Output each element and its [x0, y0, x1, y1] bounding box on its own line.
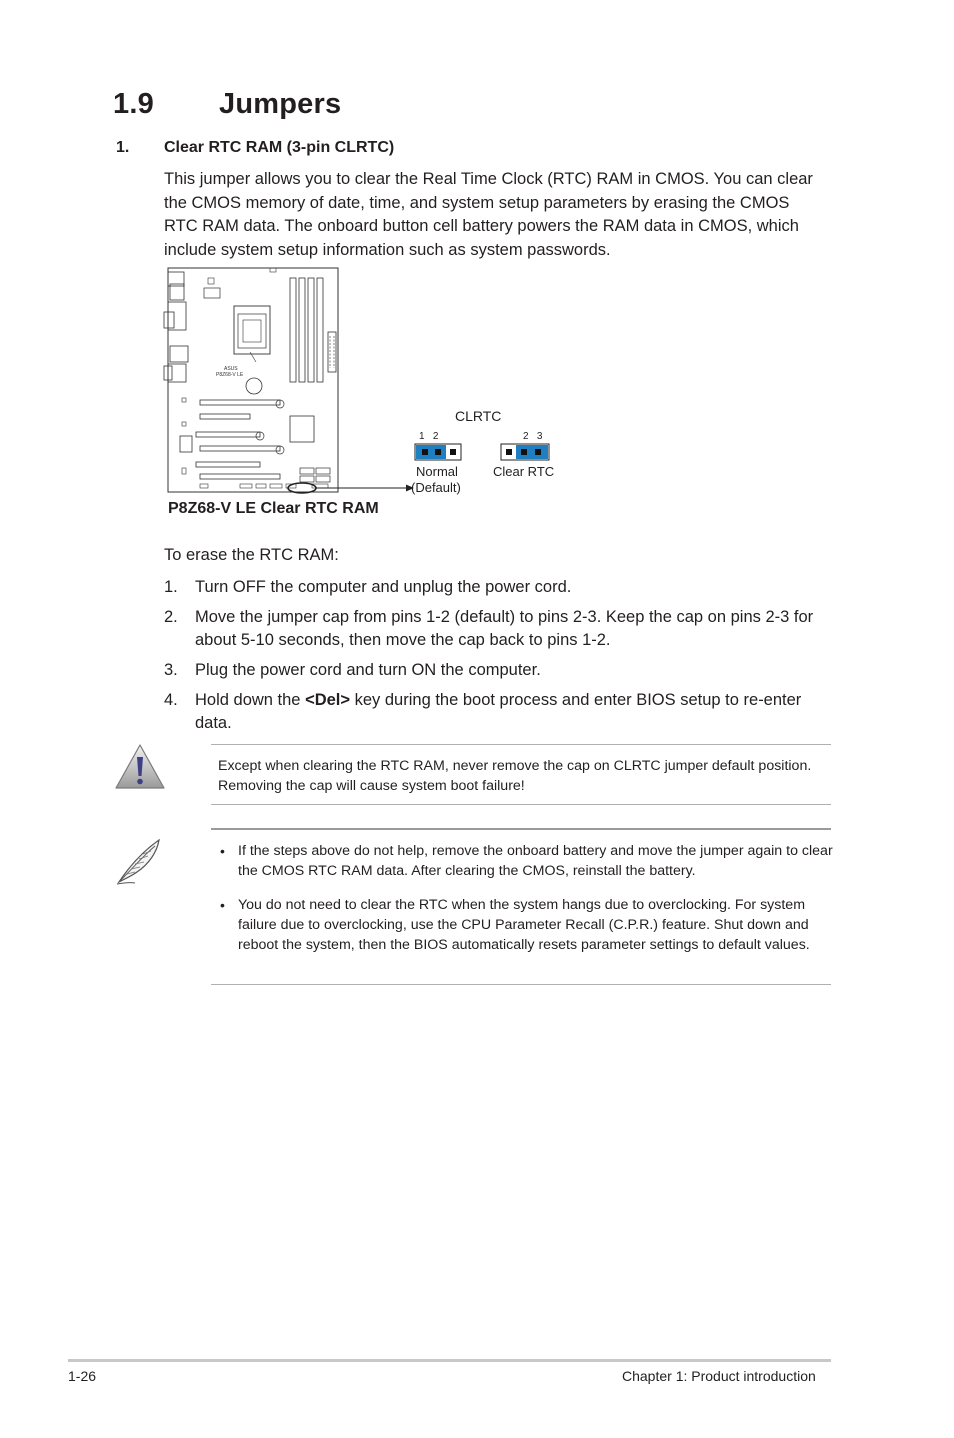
- step-text: Plug the power cord and turn ON the computer.: [195, 661, 541, 679]
- clear-rtc-label: Clear RTC: [493, 464, 555, 479]
- svg-text:P8Z68-V LE: P8Z68-V LE: [216, 372, 244, 378]
- intro-paragraph: This jumper allows you to clear the Real Time Clock (RTC) RAM in CMOS. You can clear the CMOS memory of date, time, and system setup parameters by erasing the CMOS RTC RAM data. The onboard button cell battery powers the RAM data in CMOS, which include system setup information such as system passwords.: [164, 170, 813, 259]
- step-text: Turn OFF the computer and unplug the power cord.: [195, 578, 572, 596]
- warning-top-rule: [211, 744, 831, 745]
- step-number: 1.: [164, 578, 178, 596]
- diagram-caption: P8Z68-V LE Clear RTC RAM: [168, 500, 379, 517]
- normal-default-label: (Default): [411, 480, 461, 495]
- section-title: Jumpers: [219, 88, 342, 120]
- subsection-title: Clear RTC RAM (3-pin CLRTC): [164, 139, 395, 156]
- bullet: •: [220, 897, 225, 913]
- bullet: •: [220, 843, 225, 859]
- del-key: <Del>: [305, 691, 351, 709]
- note-bottom-rule: [211, 984, 831, 985]
- note-item: You do not need to clear the RTC when the system hangs due to overclocking. For system failure due to overclocking, use the CPU Parameter Recall (C.P.R.) feature. Shut down and reboot the system, then the BIOS automatically resets parameter settings to default values.: [238, 897, 810, 953]
- normal-label: Normal: [416, 464, 458, 479]
- clear-pin-numbers: 2 3: [523, 431, 543, 442]
- jumper-name-label: CLRTC: [455, 408, 502, 424]
- erase-intro: To erase the RTC RAM:: [164, 546, 339, 564]
- feather-quill-icon: [113, 836, 165, 888]
- section-number: 1.9: [113, 88, 154, 120]
- warning-text: Except when clearing the RTC RAM, never remove the cap on CLRTC jumper default position. Removing the cap will cause system boot failure!: [218, 758, 812, 794]
- warning-bottom-rule: [211, 804, 831, 805]
- svg-text:ASUS: ASUS: [224, 366, 238, 372]
- step-text: Hold down the <Del> key during the boot process and enter BIOS setup to re-enter data.: [195, 691, 802, 732]
- normal-pin-numbers: 1 2: [419, 431, 439, 442]
- step-text: Move the jumper cap from pins 1-2 (default) to pins 2-3. Keep the cap on pins 2-3 for about 5-10 seconds, then move the cap back to pins 1-2.: [195, 608, 814, 649]
- note-top-rule: [211, 828, 831, 830]
- subsection-number: 1.: [116, 139, 130, 156]
- page-number: 1-26: [68, 1368, 97, 1384]
- footer-rule: [68, 1359, 831, 1362]
- step-number: 4.: [164, 691, 178, 709]
- warning-triangle-icon: [113, 742, 167, 792]
- note-item: If the steps above do not help, remove the onboard battery and move the jumper again to clear the CMOS RTC RAM data. After clearing the CMOS, reinstall the battery.: [238, 843, 833, 879]
- chapter-title: Chapter 1: Product introduction: [622, 1368, 816, 1384]
- step-number: 3.: [164, 661, 178, 679]
- step-number: 2.: [164, 608, 178, 626]
